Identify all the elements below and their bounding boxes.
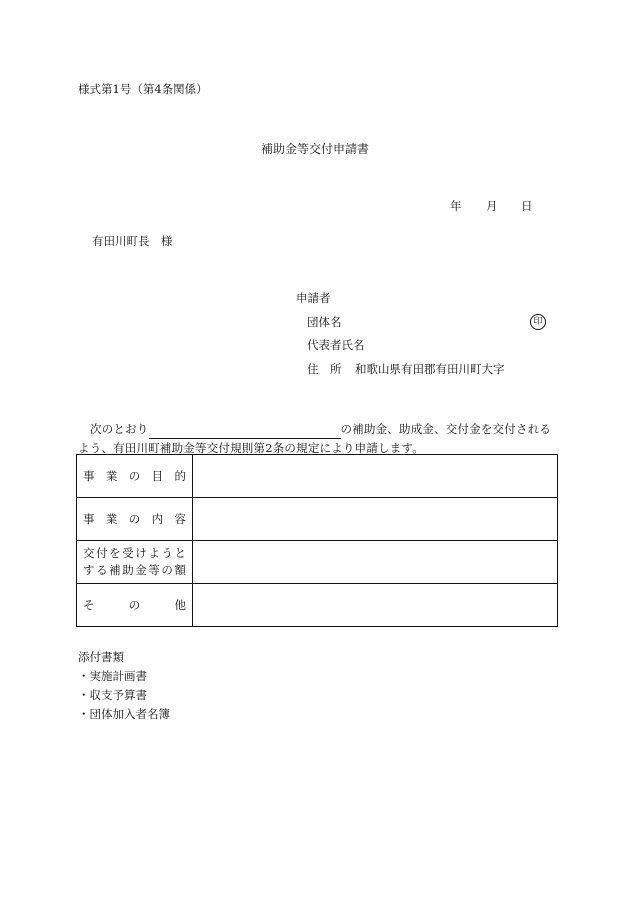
purpose-value-cell[interactable] — [193, 455, 558, 498]
label-char: の — [128, 469, 141, 483]
label-char: 他 — [174, 598, 186, 612]
label-char: そ — [83, 598, 95, 612]
addressee: 有田川町長 様 — [92, 234, 173, 248]
label-char: の — [128, 512, 141, 526]
date-day-label: 日 — [521, 199, 533, 213]
other-label-cell — [77, 584, 193, 627]
representative-label: 代表者氏名 — [307, 338, 365, 352]
subsidy-name-blank[interactable] — [149, 426, 341, 439]
label-char: の — [128, 598, 141, 612]
seal-mark: 印 — [530, 314, 546, 330]
application-statement — [78, 420, 558, 458]
table-row — [77, 498, 558, 541]
label-char: 業 — [105, 512, 118, 526]
statement-line2: よう、有田川町補助金等交付規則第2条の規定により申請します。 — [78, 441, 424, 455]
amount-label-cell — [77, 541, 193, 584]
attachments-heading: 添付書類 — [78, 650, 124, 664]
label-line: 交付を受けようと — [83, 546, 186, 560]
date-month-label: 月 — [486, 199, 498, 213]
attachment-item: ・収支予算書 — [78, 688, 147, 702]
purpose-label-cell — [77, 455, 193, 498]
statement-prefix: 次のとおり — [90, 422, 149, 436]
document-title: 補助金等交付申請書 — [260, 142, 369, 156]
application-table — [76, 454, 558, 627]
label-char: 容 — [174, 512, 186, 526]
form-number: 様式第1号（第4条関係） — [78, 82, 208, 96]
content-value-cell[interactable] — [193, 498, 558, 541]
other-value-cell[interactable] — [193, 584, 558, 627]
attachment-item: ・団体加入者名簿 — [78, 707, 170, 721]
applicant-label: 申請者 — [296, 291, 331, 305]
label-line: する補助金等の額 — [83, 563, 186, 577]
label-char: 的 — [174, 469, 186, 483]
label-char: 内 — [151, 512, 164, 526]
statement-suffix: の補助金、助成金、交付金を交付される — [340, 422, 552, 436]
label-char: 事 — [83, 469, 95, 483]
table-row — [77, 541, 558, 584]
label-char: 目 — [151, 469, 164, 483]
date-year-label: 年 — [450, 199, 462, 213]
address-label: 住 所 — [307, 362, 342, 376]
amount-value-cell[interactable] — [193, 541, 558, 584]
label-char: 事 — [83, 512, 95, 526]
table-row — [77, 584, 558, 627]
label-char: 業 — [105, 469, 118, 483]
org-name-label: 団体名 — [307, 315, 342, 329]
address-value: 和歌山県有田郡有田川町大字 — [355, 362, 505, 376]
content-label-cell — [77, 498, 193, 541]
table-row — [77, 455, 558, 498]
attachment-item: ・実施計画書 — [78, 669, 147, 683]
